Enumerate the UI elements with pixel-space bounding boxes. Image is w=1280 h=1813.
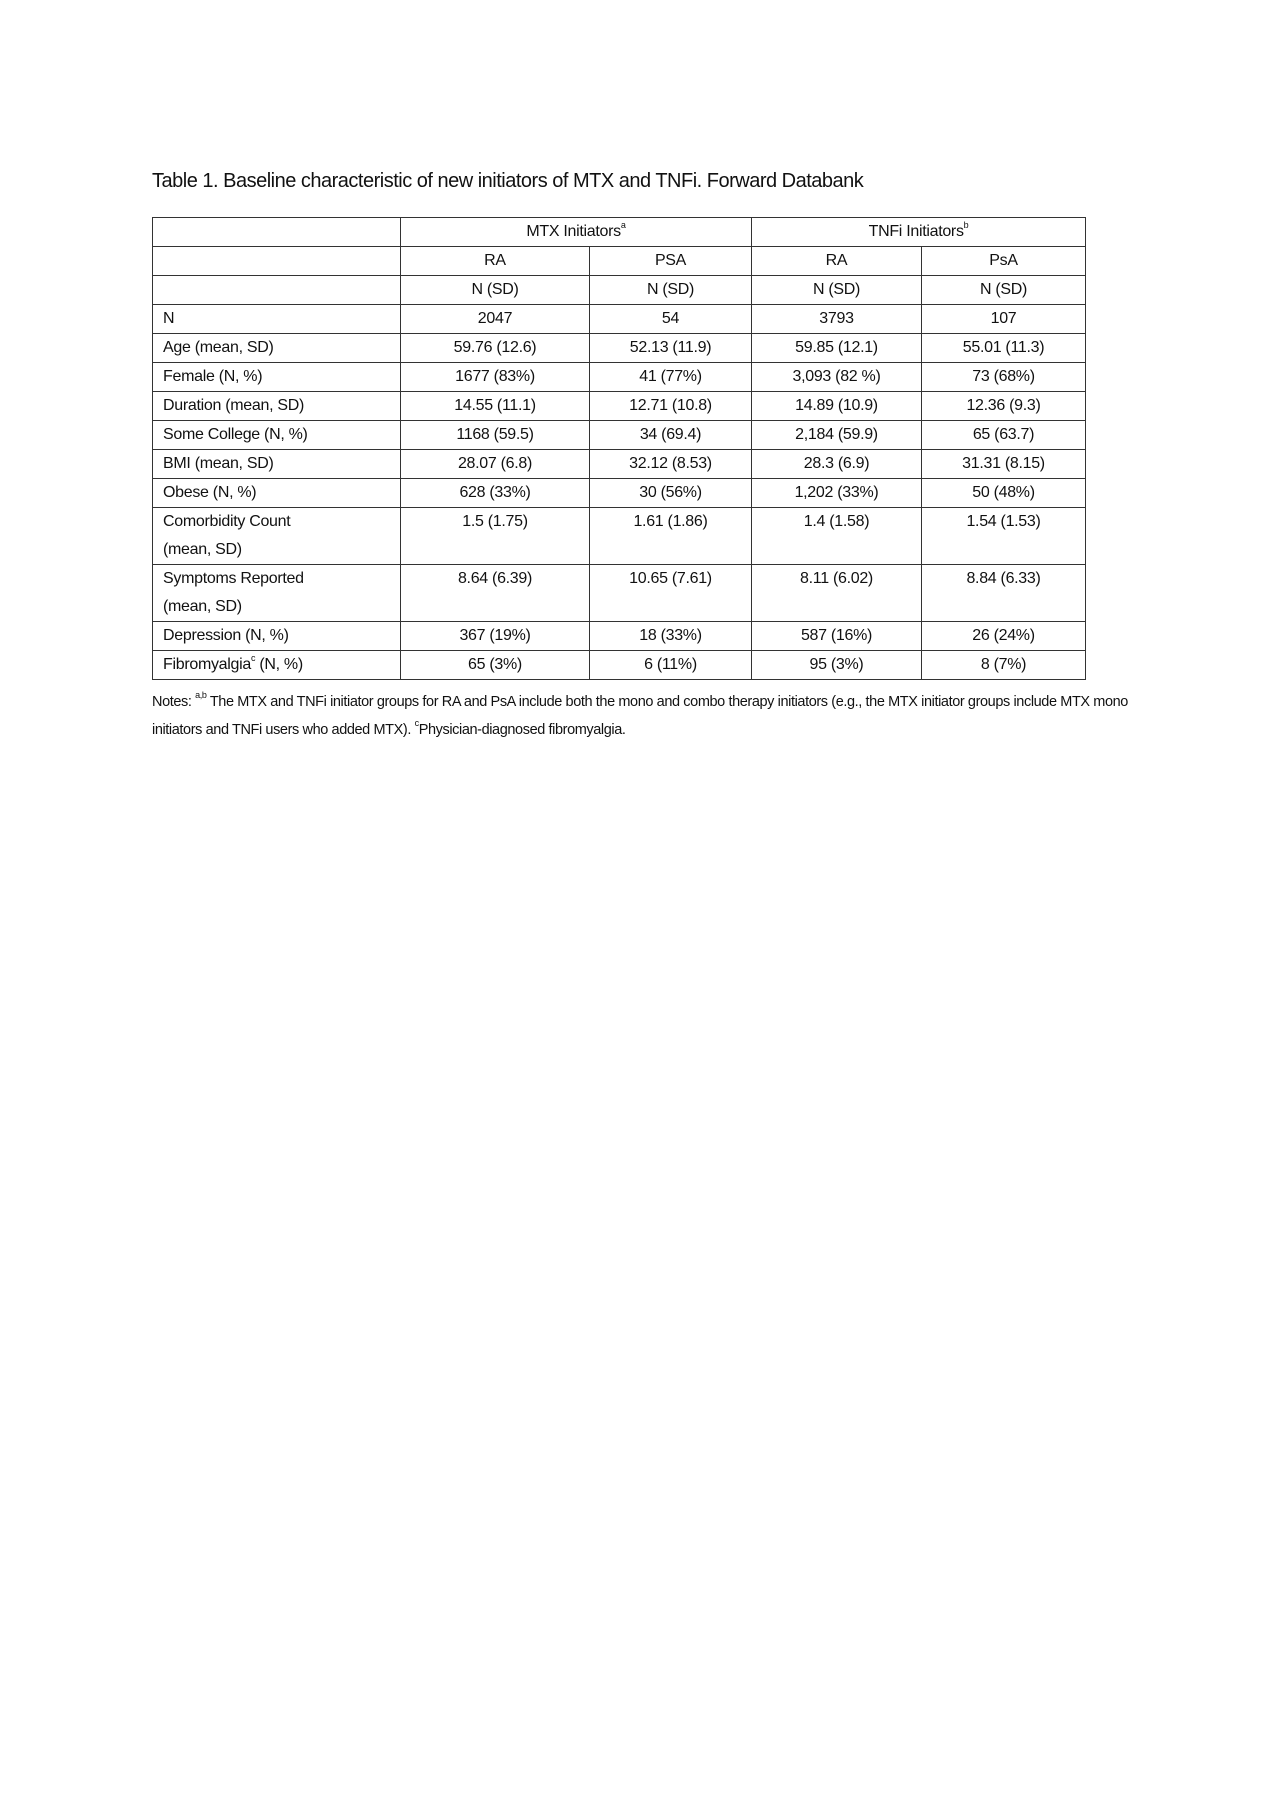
value-cell: 3,093 (82 %): [752, 363, 922, 392]
row-label-text: Age (mean, SD): [163, 339, 274, 356]
row-label: [153, 334, 401, 363]
table-row: [153, 450, 1086, 479]
table-row: [153, 565, 1086, 622]
value-cell: 12.71 (10.8): [590, 392, 752, 421]
row-label: [153, 622, 401, 651]
value-cell: 59.76 (12.6): [401, 334, 590, 363]
table-row: [153, 421, 1086, 450]
table-row: [153, 305, 1086, 334]
group-header-tnfi: [752, 218, 1086, 247]
value-cell: 14.55 (11.1): [401, 392, 590, 421]
value-cell: 1.54 (1.53): [922, 508, 1086, 565]
row-label: [153, 651, 401, 680]
value-cell: 587 (16%): [752, 622, 922, 651]
value-cell: 8.64 (6.39): [401, 565, 590, 622]
row-label-text: Depression (N, %): [163, 627, 289, 644]
footnote-mark: c: [251, 653, 256, 663]
row-label: [153, 450, 401, 479]
row-label-text: Some College (N, %): [163, 426, 308, 443]
row-label: [153, 508, 401, 565]
value-cell: 54: [590, 305, 752, 334]
table-row: [153, 622, 1086, 651]
table-row: [153, 392, 1086, 421]
empty-cell: [153, 218, 401, 247]
unit-header: N (SD): [590, 276, 752, 305]
value-cell: 1.5 (1.75): [401, 508, 590, 565]
footnote-mark: a: [620, 220, 626, 230]
value-cell: 367 (19%): [401, 622, 590, 651]
value-cell: 52.13 (11.9): [590, 334, 752, 363]
footnote-mark: c: [414, 718, 419, 728]
group-label: TNFi Initiators: [868, 223, 964, 240]
footnote-mark: b: [963, 220, 969, 230]
value-cell: 107: [922, 305, 1086, 334]
value-cell: 1,202 (33%): [752, 479, 922, 508]
unit-header: N (SD): [922, 276, 1086, 305]
row-label-text: (mean, SD): [163, 598, 242, 615]
value-cell: 10.65 (7.61): [590, 565, 752, 622]
subgroup-header: RA: [752, 247, 922, 276]
value-cell: 1677 (83%): [401, 363, 590, 392]
row-label-text: N: [163, 310, 175, 327]
value-cell: 65 (3%): [401, 651, 590, 680]
baseline-table: [152, 217, 1086, 680]
value-cell: 1.4 (1.58): [752, 508, 922, 565]
value-cell: 28.3 (6.9): [752, 450, 922, 479]
table-row: [153, 334, 1086, 363]
header-row-groups: [153, 218, 1086, 247]
row-label: [153, 305, 401, 334]
subgroup-header: RA: [401, 247, 590, 276]
value-cell: 14.89 (10.9): [752, 392, 922, 421]
row-label-text: Female (N, %): [163, 368, 263, 385]
value-cell: 32.12 (8.53): [590, 450, 752, 479]
group-label: MTX Initiators: [526, 223, 621, 240]
table-notes: [152, 688, 1132, 744]
value-cell: 26 (24%): [922, 622, 1086, 651]
value-cell: 95 (3%): [752, 651, 922, 680]
footnote-mark: a,b: [195, 690, 207, 700]
table-row: [153, 508, 1086, 565]
notes-prefix: Notes:: [152, 694, 196, 710]
header-row-subgroups: [153, 247, 1086, 276]
table-row: [153, 363, 1086, 392]
value-cell: 3793: [752, 305, 922, 334]
value-cell: 73 (68%): [922, 363, 1086, 392]
header-row-units: [153, 276, 1086, 305]
value-cell: 50 (48%): [922, 479, 1086, 508]
row-label-text: Obese (N, %): [163, 484, 257, 501]
value-cell: 1.61 (1.86): [590, 508, 752, 565]
unit-header: N (SD): [752, 276, 922, 305]
row-label-text: (mean, SD): [163, 541, 242, 558]
value-cell: 628 (33%): [401, 479, 590, 508]
value-cell: 34 (69.4): [590, 421, 752, 450]
row-label-text: BMI (mean, SD): [163, 455, 274, 472]
row-label: [153, 421, 401, 450]
value-cell: 8 (7%): [922, 651, 1086, 680]
row-label: [153, 363, 401, 392]
empty-cell: [153, 276, 401, 305]
group-header-mtx: [401, 218, 752, 247]
value-cell: 41 (77%): [590, 363, 752, 392]
row-label-text: Comorbidity Count: [163, 513, 291, 530]
value-cell: 18 (33%): [590, 622, 752, 651]
subgroup-header: PSA: [590, 247, 752, 276]
row-label: [153, 565, 401, 622]
notes-text: The MTX and TNFi initiator groups for RA and PsA include both the mono and combo therapy initiators (e.g., the MTX initiator groups include MTX mono initiators and TNFi users who added MTX).: [152, 694, 1128, 738]
row-label: [153, 392, 401, 421]
row-label-text: Duration (mean, SD): [163, 397, 305, 414]
value-cell: 6 (11%): [590, 651, 752, 680]
value-cell: 2047: [401, 305, 590, 334]
value-cell: 12.36 (9.3): [922, 392, 1086, 421]
unit-header: N (SD): [401, 276, 590, 305]
value-cell: 31.31 (8.15): [922, 450, 1086, 479]
row-label-text: Fibromyalgia: [163, 656, 251, 673]
row-label-text: Symptoms Reported: [163, 570, 304, 587]
notes-text: Physician-diagnosed fibromyalgia.: [418, 722, 626, 738]
row-label: [153, 479, 401, 508]
table-row: [153, 479, 1086, 508]
value-cell: 1168 (59.5): [401, 421, 590, 450]
value-cell: 8.84 (6.33): [922, 565, 1086, 622]
value-cell: 65 (63.7): [922, 421, 1086, 450]
value-cell: 28.07 (6.8): [401, 450, 590, 479]
value-cell: 8.11 (6.02): [752, 565, 922, 622]
table-title: Table 1. Baseline characteristic of new initiators of MTX and TNFi. Forward Databank: [152, 170, 864, 192]
subgroup-header: PsA: [922, 247, 1086, 276]
value-cell: 2,184 (59.9): [752, 421, 922, 450]
value-cell: 59.85 (12.1): [752, 334, 922, 363]
value-cell: 55.01 (11.3): [922, 334, 1086, 363]
empty-cell: [153, 247, 401, 276]
table-row: [153, 651, 1086, 680]
value-cell: 30 (56%): [590, 479, 752, 508]
row-label-text: (N, %): [255, 656, 303, 673]
